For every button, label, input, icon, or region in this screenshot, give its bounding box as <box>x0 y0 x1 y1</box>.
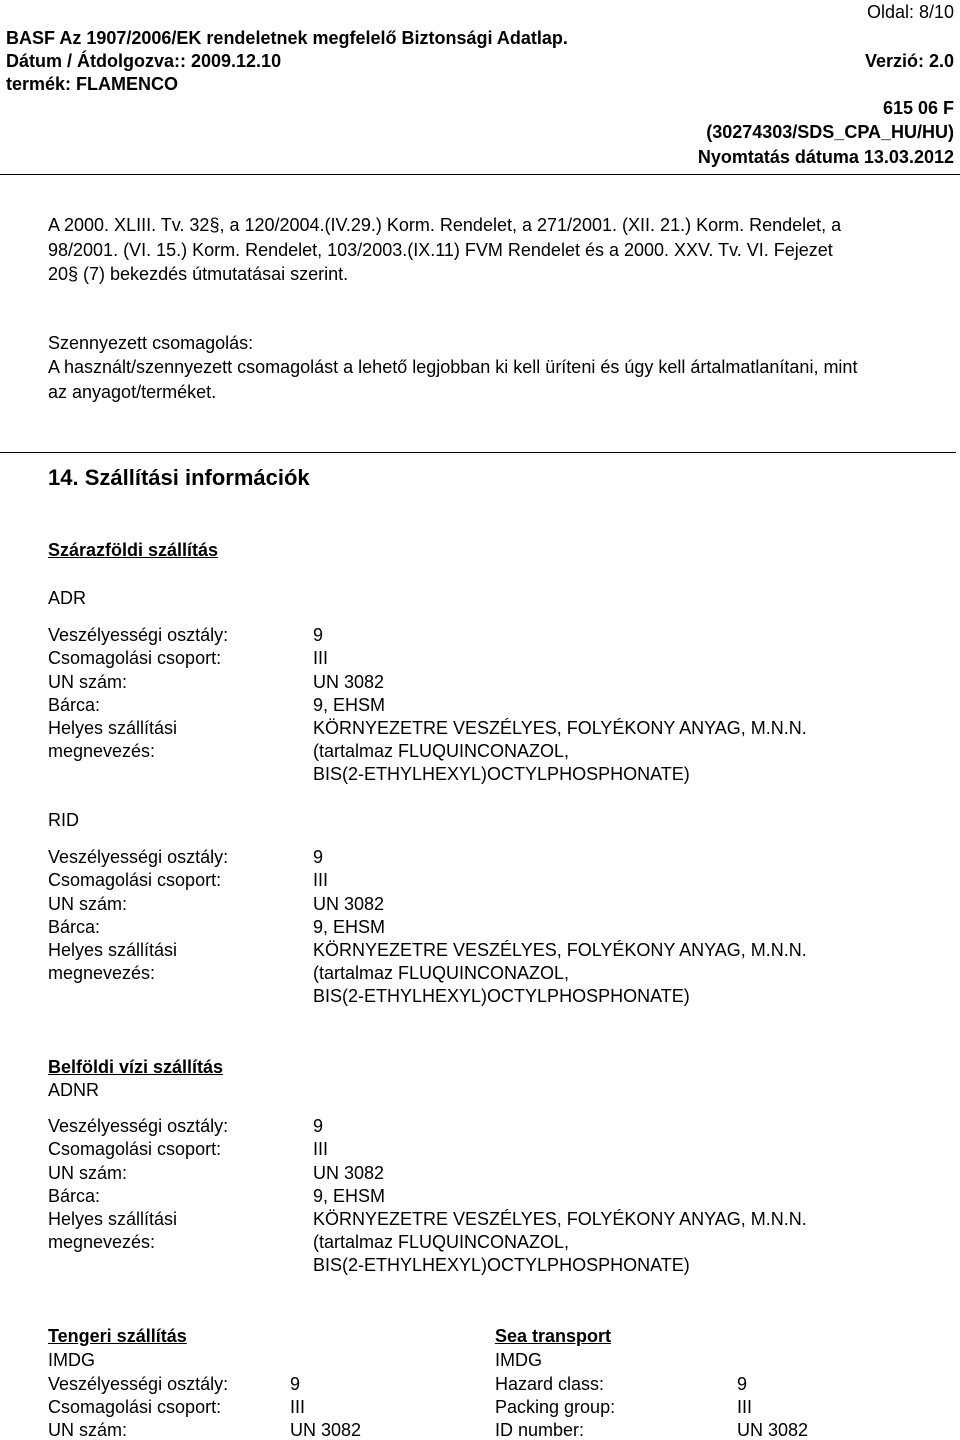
un-number-value: UN 3082 <box>313 672 385 692</box>
rid-label: RID <box>48 810 79 830</box>
revision-date: Dátum / Átdolgozva:: 2009.12.10 <box>6 51 282 71</box>
un-number-value: UN 3082 <box>313 894 385 914</box>
shipping-name-value: (tartalmaz FLUQUINCONAZOL, <box>313 741 570 761</box>
packaging-title: Szennyezett csomagolás: <box>48 333 254 353</box>
shipping-name-label: megnevezés: <box>48 741 156 761</box>
document-title: BASF Az 1907/2006/EK rendeletnek megfelelő Biztonsági Adatlap. <box>6 28 568 48</box>
label-label: Bárca: <box>48 917 101 937</box>
shipping-name-label: Helyes szállítási <box>48 1209 178 1229</box>
shipping-name-value: KÖRNYEZETRE VESZÉLYES, FOLYÉKONY ANYAG, M.N.N. <box>313 940 807 960</box>
shipping-name-label: megnevezés: <box>48 1232 156 1252</box>
hazard-class-value-en: 9 <box>737 1374 748 1394</box>
land-transport-title: Szárazföldi szállítás <box>48 540 219 560</box>
section-title: 14. Szállítási információk <box>48 465 310 490</box>
id-number-value-en: UN 3082 <box>737 1420 809 1440</box>
intro-line: A 2000. XLIII. Tv. 32§, a 120/2004.(IV.29.) Korm. Rendelet, a 271/2001. (XII. 21.) Korm. Rendelet, a <box>48 215 842 235</box>
packing-group-label: Csomagolási csoport: <box>48 648 222 668</box>
hazard-class-label: Veszélyességi osztály: <box>48 625 229 645</box>
header-rule <box>0 174 960 175</box>
label-label: Bárca: <box>48 695 101 715</box>
shipping-name-value: BIS(2-ETHYLHEXYL)OCTYLPHOSPHONATE) <box>313 1255 690 1275</box>
packing-group-label: Csomagolási csoport: <box>48 1397 222 1417</box>
un-number-label: UN szám: <box>48 1163 128 1183</box>
product-label: termék: <box>6 74 72 94</box>
adr-label: ADR <box>48 588 87 608</box>
un-number-label: UN szám: <box>48 672 128 692</box>
packing-group-value-en: III <box>737 1397 753 1417</box>
packing-group-value: III <box>313 870 329 890</box>
hazard-class-label: Veszélyességi osztály: <box>48 1116 229 1136</box>
hazard-class-value: 9 <box>313 1116 324 1136</box>
packing-group-label: Csomagolási csoport: <box>48 1139 222 1159</box>
intro-line: 98/2001. (VI. 15.) Korm. Rendelet, 103/2003.(IX.11) FVM Rendelet és a 2000. XXV. Tv. VI. Fejezet <box>48 240 833 260</box>
page-number: Oldal: 8/10 <box>866 2 954 22</box>
product-code: 615 06 F <box>882 98 954 118</box>
shipping-name-value: BIS(2-ETHYLHEXYL)OCTYLPHOSPHONATE) <box>313 986 690 1006</box>
label-label: Bárca: <box>48 1186 101 1206</box>
un-number-value: UN 3082 <box>290 1420 362 1440</box>
section-rule <box>0 452 956 453</box>
shipping-name-value: (tartalmaz FLUQUINCONAZOL, <box>313 963 570 983</box>
un-number-value: UN 3082 <box>313 1163 385 1183</box>
sea-transport-title: Tengeri szállítás <box>48 1326 187 1346</box>
un-number-label: UN szám: <box>48 894 128 914</box>
hazard-class-label-en: Hazard class: <box>495 1374 605 1394</box>
packaging-line: A használt/szennyezett csomagolást a lehető legjobban ki kell üríteni és úgy kell ártalmatlanítani, mint <box>48 357 858 377</box>
intro-line: 20§ (7) bekezdés útmutatásai szerint. <box>48 264 349 284</box>
shipping-name-label: Helyes szállítási <box>48 718 178 738</box>
hazard-class-value: 9 <box>313 625 324 645</box>
label-value: 9, EHSM <box>313 1186 386 1206</box>
version: Verzió: 2.0 <box>864 51 954 71</box>
hazard-class-label: Veszélyességi osztály: <box>48 847 229 867</box>
imdg-label: IMDG <box>48 1350 95 1370</box>
shipping-name-value: (tartalmaz FLUQUINCONAZOL, <box>313 1232 570 1252</box>
hazard-class-value: 9 <box>290 1374 301 1394</box>
packaging-line: az anyagot/terméket. <box>48 382 217 402</box>
packing-group-label: Csomagolási csoport: <box>48 870 222 890</box>
print-date: Nyomtatás dátuma 13.03.2012 <box>697 147 954 167</box>
product-name: FLAMENCO <box>76 74 179 94</box>
label-value: 9, EHSM <box>313 695 386 715</box>
sea-transport-title-en: Sea transport <box>495 1326 612 1346</box>
id-number-label-en: ID number: <box>495 1420 585 1440</box>
shipping-name-label: Helyes szállítási <box>48 940 178 960</box>
shipping-name-value: BIS(2-ETHYLHEXYL)OCTYLPHOSPHONATE) <box>313 764 690 784</box>
packing-group-value: III <box>313 1139 329 1159</box>
document-id: (30274303/SDS_CPA_HU/HU) <box>706 122 954 142</box>
packing-group-label-en: Packing group: <box>495 1397 616 1417</box>
packing-group-value: III <box>313 648 329 668</box>
imdg-label-en: IMDG <box>495 1350 542 1370</box>
hazard-class-value: 9 <box>313 847 324 867</box>
hazard-class-label: Veszélyességi osztály: <box>48 1374 229 1394</box>
adnr-label: ADNR <box>48 1080 100 1100</box>
product-line <box>6 75 178 93</box>
shipping-name-label: megnevezés: <box>48 963 156 983</box>
packing-group-value: III <box>290 1397 306 1417</box>
inland-water-title: Belföldi vízi szállítás <box>48 1057 224 1077</box>
label-value: 9, EHSM <box>313 917 386 937</box>
shipping-name-value: KÖRNYEZETRE VESZÉLYES, FOLYÉKONY ANYAG, M.N.N. <box>313 718 807 738</box>
shipping-name-value: KÖRNYEZETRE VESZÉLYES, FOLYÉKONY ANYAG, M.N.N. <box>313 1209 807 1229</box>
un-number-label: UN szám: <box>48 1420 128 1440</box>
